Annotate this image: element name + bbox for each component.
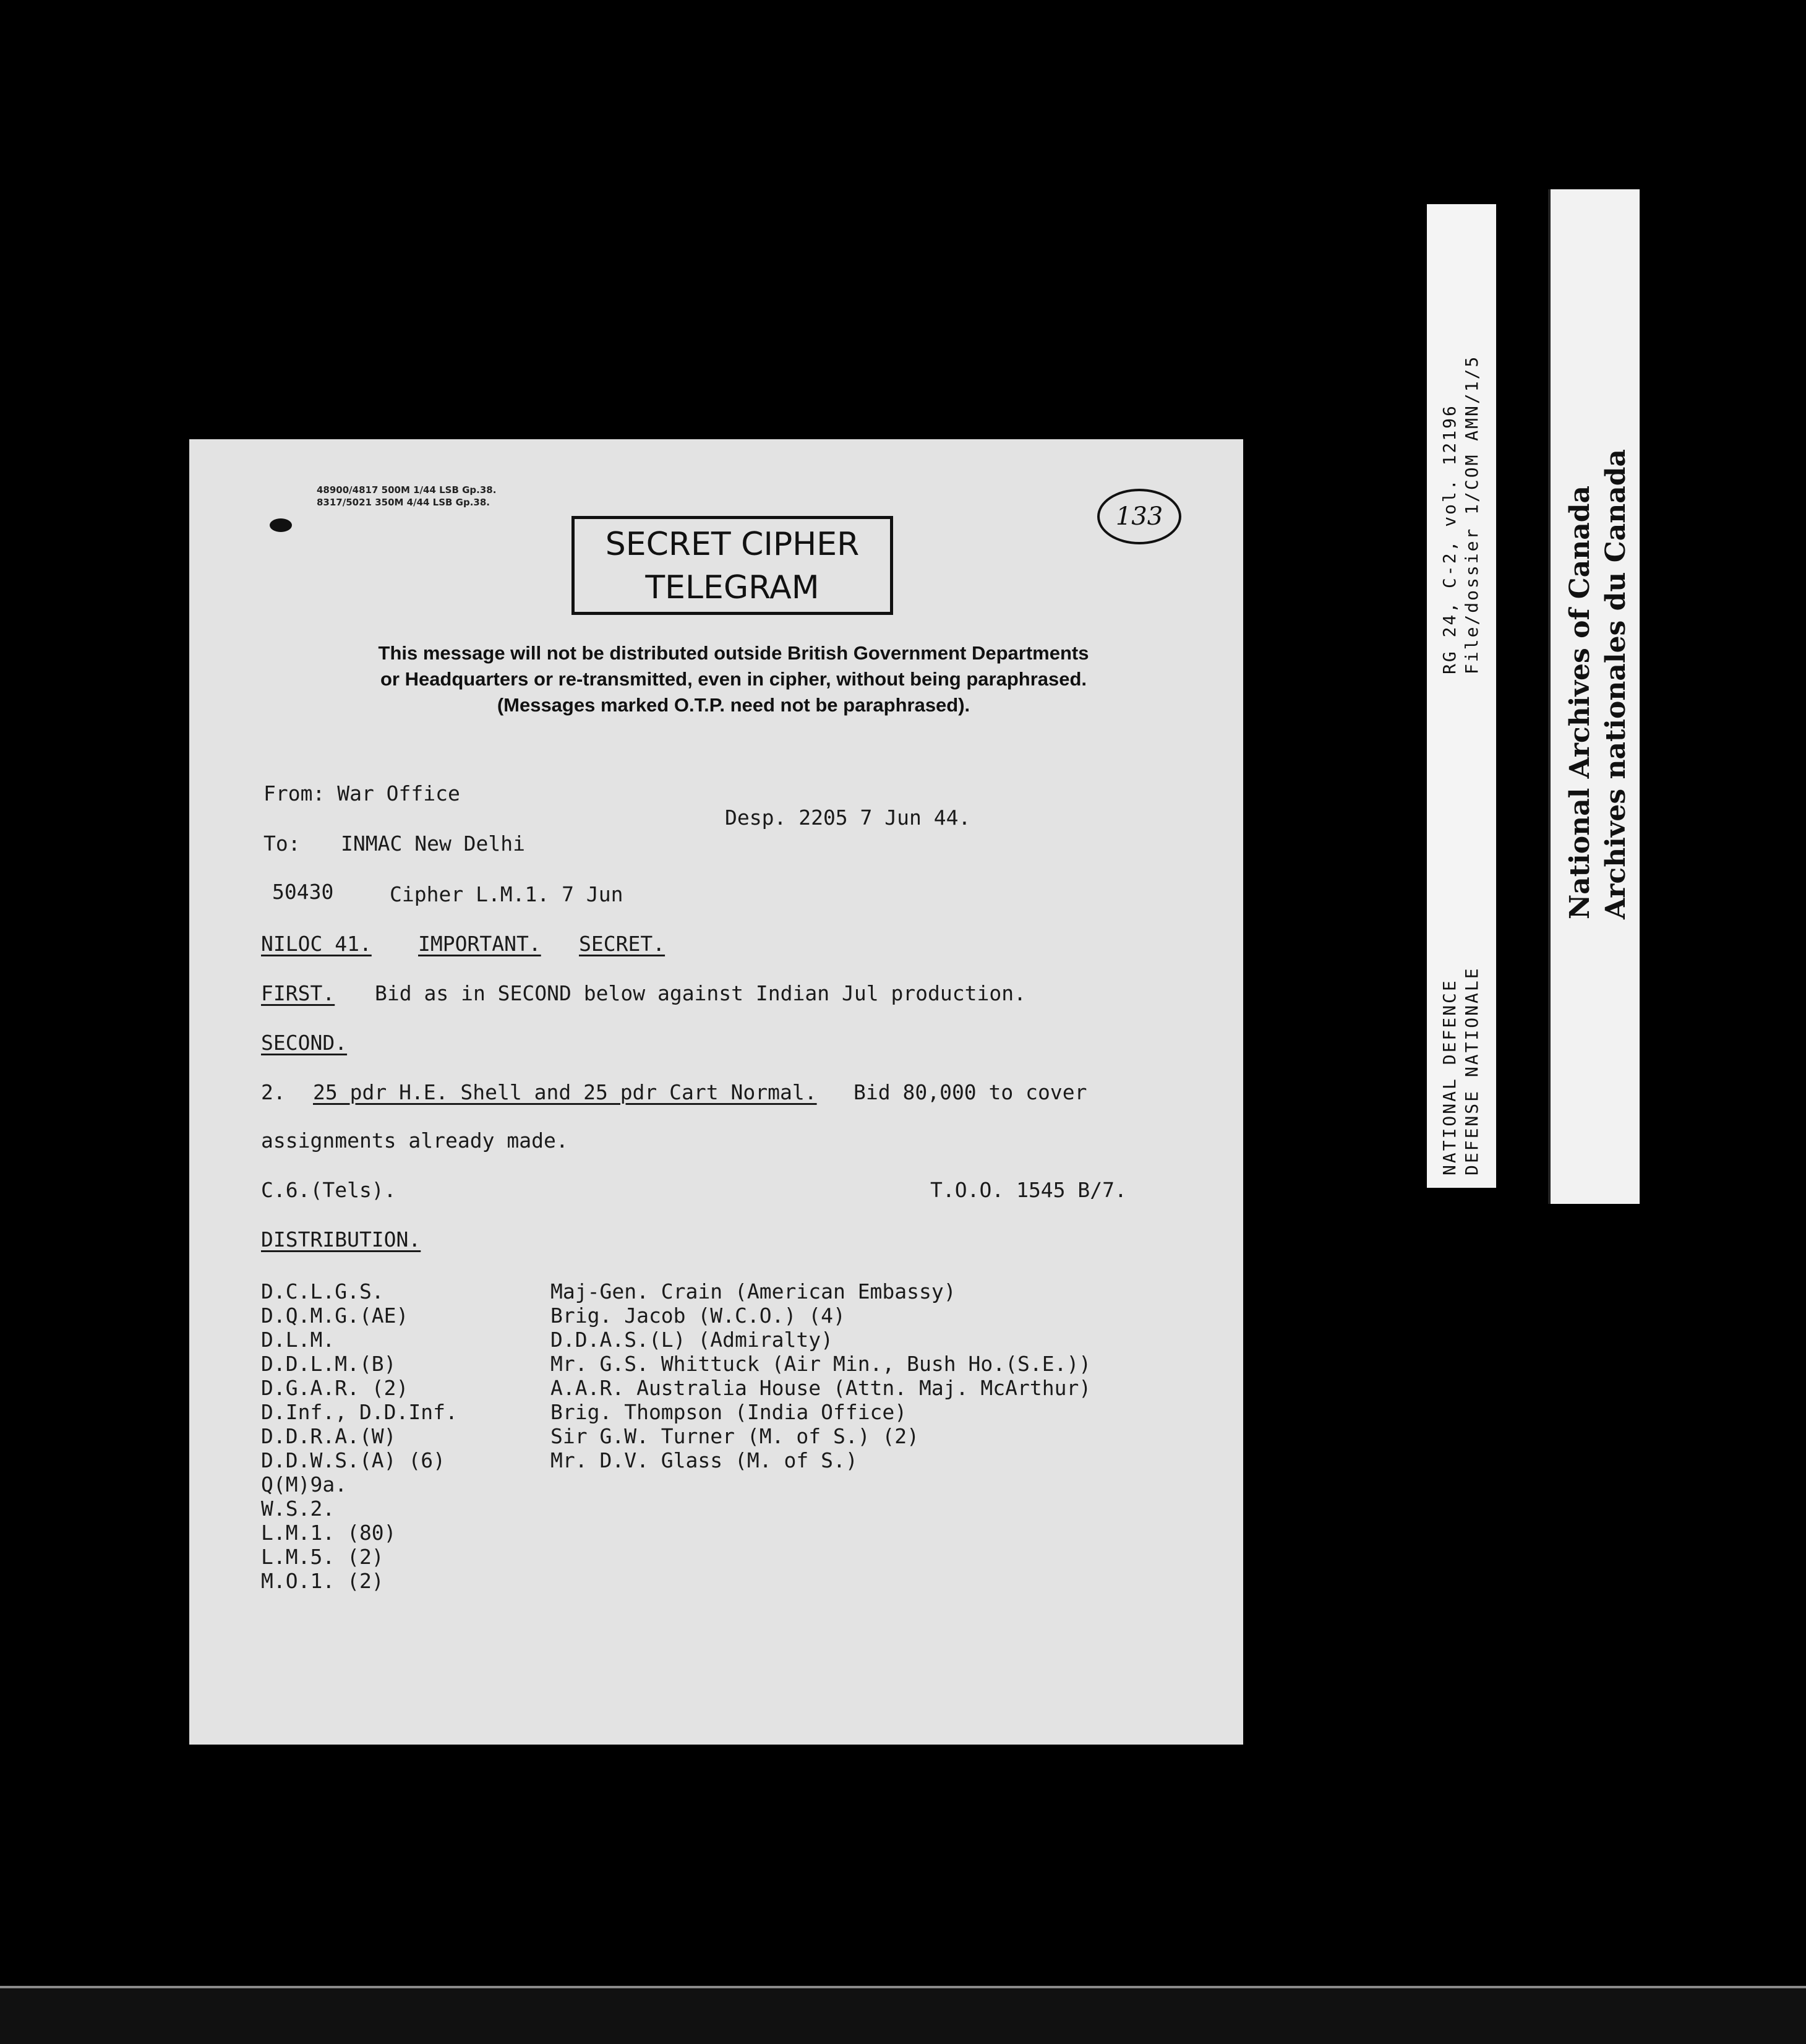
- niloc-ref: NILOC 41.: [261, 932, 372, 956]
- item-title: 25 pdr H.E. Shell and 25 pdr Cart Normal.: [313, 1080, 817, 1104]
- despatch-line: Desp. 2205 7 Jun 44.: [725, 805, 971, 830]
- heading-box: [571, 516, 893, 615]
- form-code-line-1: 48900/4817 500M 1/44 LSB Gp.38.: [317, 484, 497, 496]
- notice-line-3: (Messages marked O.T.P. need not be paraphrased).: [497, 694, 970, 716]
- distribution-notice: [251, 640, 1216, 718]
- item-text-continued: assignments already made.: [261, 1128, 568, 1153]
- archive-institution-tag: [1548, 189, 1640, 1204]
- department-line-2: DEFENSE NATIONALE: [1461, 966, 1482, 1175]
- notice-line-1: This message will not be distributed outside British Government Departments: [378, 642, 1089, 664]
- notice-line-2: or Headquarters or re-transmitted, even in cipher, without being paraphrased.: [380, 668, 1087, 690]
- reference-line-1: RG 24, C-2, vol. 12196: [1439, 404, 1460, 674]
- form-code: [317, 484, 496, 509]
- department-line-1: NATIONAL DEFENCE: [1439, 979, 1460, 1175]
- reference-line-2: File/dossier 1/COM AMN/1/5: [1461, 354, 1482, 674]
- institution-name-en: National Archives of Canada: [1564, 485, 1596, 919]
- secret-marking: SECRET.: [579, 932, 665, 956]
- ink-blot: [270, 518, 292, 532]
- cipher-line: Cipher L.M.1. 7 Jun: [390, 882, 623, 906]
- important-marking: IMPORTANT.: [418, 932, 541, 956]
- item-number: 2.: [261, 1080, 286, 1104]
- form-code-line-2: 8317/5021 350M 4/44 LSB Gp.38.: [317, 497, 490, 508]
- to-value: INMAC New Delhi: [341, 831, 526, 856]
- distribution-list-left: D.C.L.G.S. D.Q.M.G.(AE) D.L.M. D.D.L.M.(B) D.G.A.R. (2) D.Inf., D.D.Inf. D.D.R.A.(W) D.D.W.S.(A) (6) Q(M)9a. W.S.2. L.M.1. (80) L.M.5. (2) M.O.1. (2): [261, 1279, 458, 1593]
- bottom-strip: [0, 1988, 1806, 2044]
- folio-number: 133: [1097, 489, 1181, 544]
- distribution-list-right: Maj-Gen. Crain (American Embassy) Brig. Jacob (W.C.O.) (4) D.D.A.S.(L) (Admiralty) Mr. G.S. Whittuck (Air Min., Bush Ho.(S.E.)) A.A.R. Australia House (Attn. Maj. McArthur) Brig. Thompson (India Office) Sir G.W. Turner (M. of S.) (2) Mr. D.V. Glass (M. of S.): [550, 1279, 1092, 1472]
- first-label: FIRST.: [261, 981, 335, 1005]
- institution-name-fr: Archives nationales du Canada: [1600, 449, 1632, 919]
- message-number: 50430: [272, 880, 334, 904]
- time-of-origin: T.O.O. 1545 B/7.: [930, 1178, 1127, 1202]
- first-text: Bid as in SECOND below against Indian Jul production.: [375, 981, 1026, 1005]
- to-label: To:: [263, 831, 301, 856]
- archive-reference-tag: [1427, 204, 1496, 1188]
- second-label: SECOND.: [261, 1031, 348, 1055]
- distribution-label: DISTRIBUTION.: [261, 1227, 421, 1252]
- heading-line-1: SECRET CIPHER: [605, 526, 860, 563]
- item-text: Bid 80,000 to cover: [854, 1080, 1087, 1104]
- telegram-page: [189, 439, 1243, 1745]
- from-line: From: War Office: [263, 781, 460, 805]
- tels-line: C.6.(Tels).: [261, 1178, 396, 1202]
- heading-line-2: TELEGRAM: [645, 569, 820, 606]
